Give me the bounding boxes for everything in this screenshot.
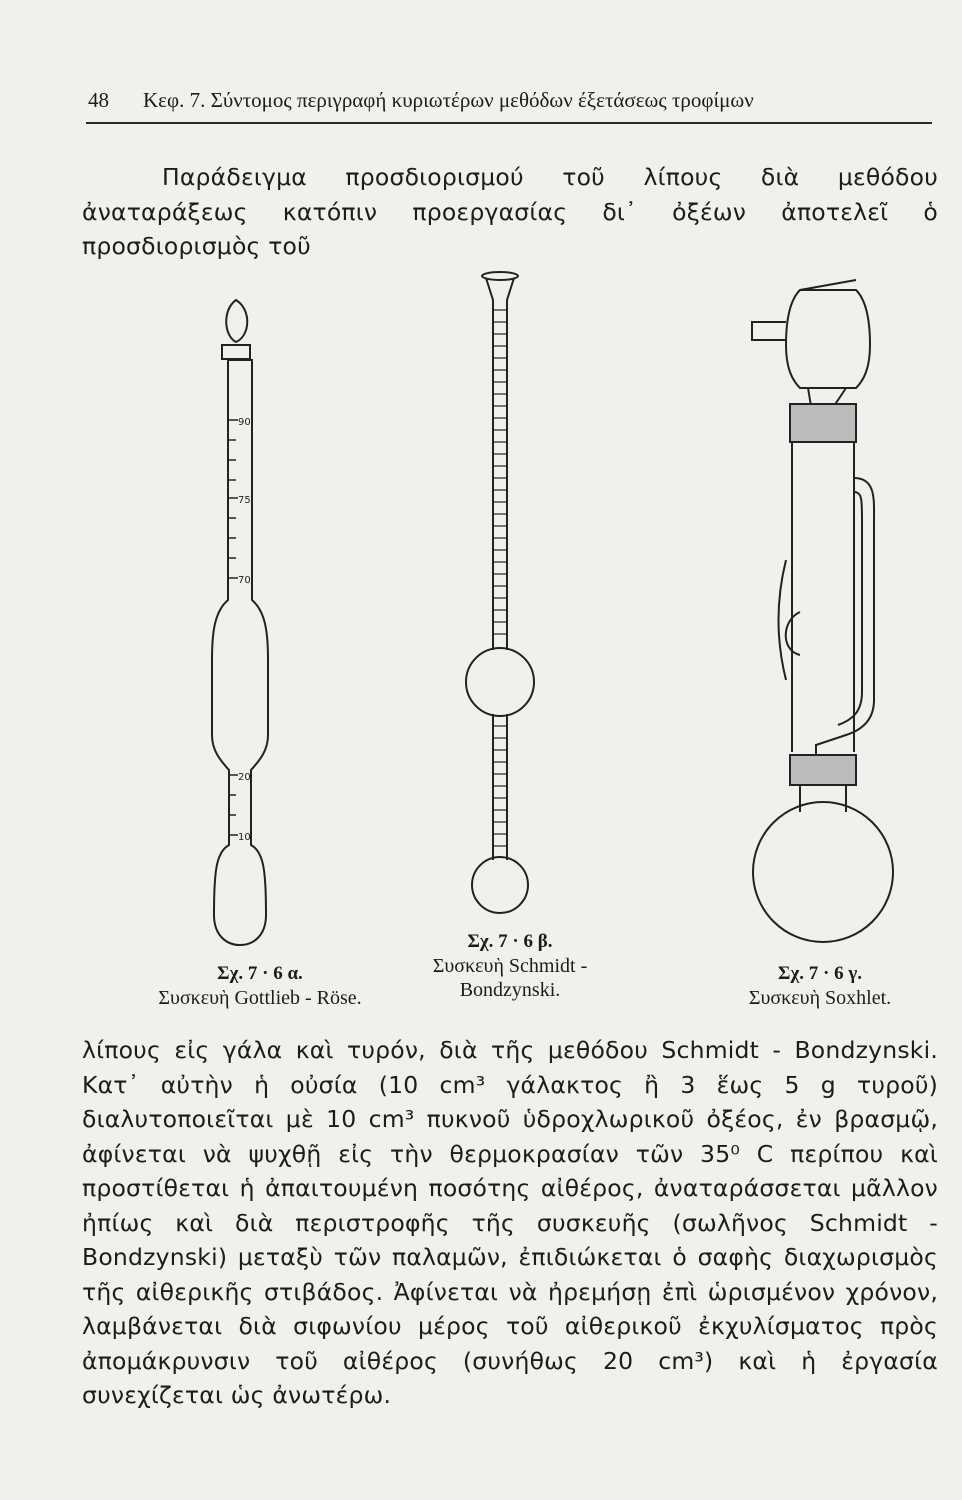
figure-number: Σχ. 7 · 6 α. bbox=[217, 963, 303, 984]
gottlieb-scale-labels bbox=[238, 417, 251, 843]
caption-figure-b bbox=[380, 930, 640, 1002]
figure-title-line1: Συσκευὴ Schmidt - bbox=[432, 955, 588, 977]
figure-number: Σχ. 7 · 6 γ. bbox=[778, 963, 862, 984]
scale-label-90: 90 bbox=[238, 417, 251, 428]
figure-title-line2: Bondzynski. bbox=[459, 979, 561, 1001]
soxhlet-apparatus-drawing bbox=[752, 280, 893, 942]
running-title: Κεφ. 7. Σύντομος περιγραφή κυριωτέρων μεθόδων έξετάσεως τροφίμων bbox=[143, 88, 754, 112]
gottlieb-rose-tube-drawing bbox=[212, 300, 268, 945]
figure-number: Σχ. 7 · 6 β. bbox=[467, 931, 553, 952]
figures-area bbox=[0, 250, 962, 1030]
scale-label-10: 10 bbox=[238, 832, 251, 843]
header-rule bbox=[86, 122, 932, 124]
schmidt-bondzynski-tube-drawing bbox=[466, 272, 534, 913]
scale-label-70: 70 bbox=[238, 575, 251, 586]
figure-title: Συσκευὴ Gottlieb - Röse. bbox=[158, 987, 362, 1009]
intro-paragraph: Παράδειγμα προσδιορισμού τοῦ λίπους διὰ μεθόδου ἀναταράξεως κατόπιν προεργασίας δι᾽ ὀξέων ἀποτελεῖ ὁ προσδιορισμὸς τοῦ bbox=[82, 163, 938, 260]
body-paragraph: λίπους εἰς γάλα καὶ τυρόν, διὰ τῆς μεθόδου Schmidt - Bondzynski. Κατ᾽ αὐτὴν ἡ οὐσία (10 cm³ γάλακτος ἢ 3 ἕως 5 g τυροῦ) διαλυτοποιεῖται μὲ 10 cm³ πυκνοῦ ὑδροχλωρικοῦ ὀξέος, ἐν βρασμῷ, ἀφίνεται νὰ ψυχθῇ εἰς τὴν θερμοκρασίαν τῶν 35⁰ C περίπου καὶ προστίθεται ἡ ἀπαιτουμένη ποσότης αἰθέρος, ἀναταράσσεται μᾶλλον ἠπίως καὶ διὰ περιστροφῆς τῆς συσκευῆς (σωλῆνος Schmidt - Bondzynski) μεταξὺ τῶν παλαμῶν, ἐπιδιώκεται ὁ σαφὴς διαχωρισμὸς τῆς αἰθερικῆς στιβάδος. Ἀφίνεται νὰ ἠρεμήσῃ ἐπὶ ὡρισμένον χρόνον, λαμβάνεται διὰ σιφωνίου μέρος τοῦ αἰθερικοῦ ἐκχυλίσματος πρὸς ἀπομάκρυνσιν τοῦ αἰθέρος (συνήθως 20 cm³) καὶ ἡ ἐργασία συνεχίζεται ὡς ἀνωτέρω. bbox=[82, 1036, 938, 1409]
caption-figure-c bbox=[710, 962, 930, 1010]
scale-label-20: 20 bbox=[238, 772, 251, 783]
apparatus-illustrations bbox=[0, 250, 962, 950]
page-number: 48 bbox=[88, 88, 109, 112]
scale-label-75: 75 bbox=[238, 495, 251, 506]
figure-title: Συσκευὴ Soxhlet. bbox=[748, 987, 892, 1009]
caption-figure-a bbox=[130, 962, 390, 1010]
page-header bbox=[88, 88, 930, 113]
